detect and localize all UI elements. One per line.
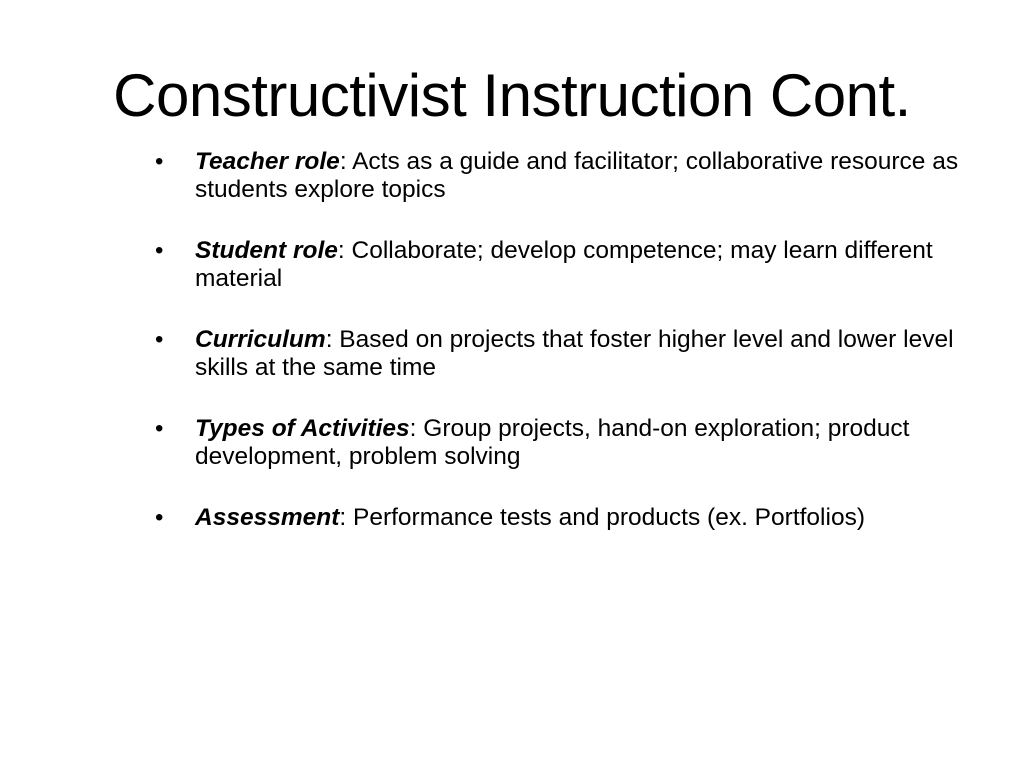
bullet-text: : Acts as a guide and facilitator; collaborative resource as students explore topics xyxy=(195,148,959,203)
bullet-dot-icon: • xyxy=(155,148,164,175)
bullet-dot-icon: • xyxy=(155,504,164,531)
bullet-term: Curriculum xyxy=(195,326,326,353)
bullet-text: : Performance tests and products (ex. Portfolios) xyxy=(339,504,865,531)
bullet-dot-icon: • xyxy=(155,326,164,353)
bullet-dot-icon: • xyxy=(155,415,164,442)
list-item xyxy=(155,148,975,204)
bullet-term: Student role xyxy=(195,237,338,264)
bullet-list xyxy=(155,148,975,565)
bullet-term: Teacher role xyxy=(195,148,340,175)
slide-title: Constructivist Instruction Cont. xyxy=(113,62,911,129)
list-item xyxy=(155,504,975,532)
bullet-text: : Group projects, hand-on exploration; product development, problem solving xyxy=(195,415,910,470)
list-item xyxy=(155,237,975,293)
list-item xyxy=(155,415,975,471)
bullet-text: : Collaborate; develop competence; may learn different material xyxy=(195,237,933,292)
bullet-term: Assessment xyxy=(195,504,340,531)
list-item xyxy=(155,326,975,382)
bullet-term: Types of Activities xyxy=(195,415,410,442)
bullet-text: : Based on projects that foster higher level and lower level skills at the same time xyxy=(195,326,954,381)
bullet-dot-icon: • xyxy=(155,237,164,264)
